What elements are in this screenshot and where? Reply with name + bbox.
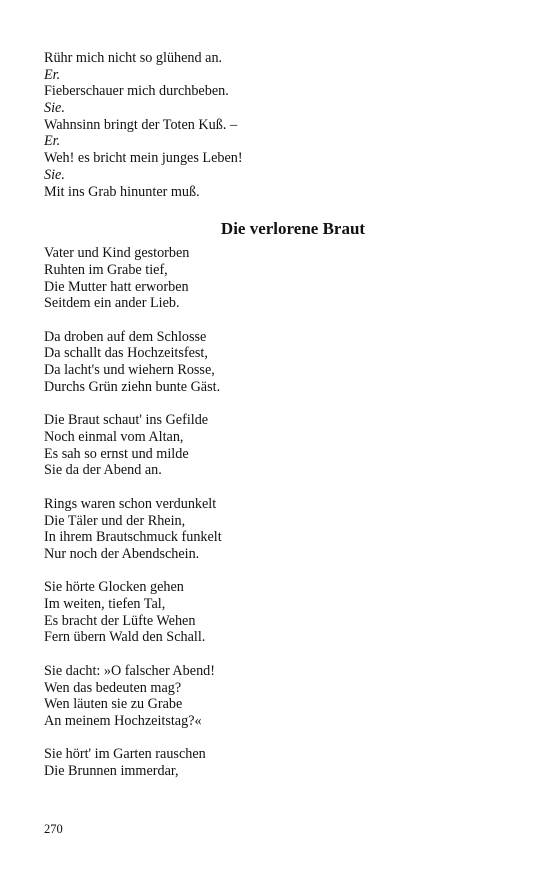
verse-line: Wahnsinn bringt der Toten Kuß. – bbox=[44, 116, 238, 133]
speaker-label: Sie. bbox=[44, 100, 65, 117]
verse-line: Fern übern Wald den Schall. bbox=[44, 629, 206, 646]
verse-line: Fieberschauer mich durchbeben. bbox=[44, 83, 229, 100]
verse-line: Wen läuten sie zu Grabe bbox=[44, 696, 183, 713]
verse-line: Seitdem ein ander Lieb. bbox=[44, 295, 180, 312]
verse-line: Wen das bedeuten mag? bbox=[44, 679, 182, 696]
verse-line: Ruhten im Grabe tief, bbox=[44, 261, 168, 278]
previous-poem-ending bbox=[44, 50, 514, 200]
page-text bbox=[44, 50, 514, 797]
verse-line: Die Braut schaut' ins Gefilde bbox=[44, 412, 209, 429]
stanza-1 bbox=[44, 245, 514, 312]
verse-line: In ihrem Brautschmuck funkelt bbox=[44, 529, 222, 546]
verse-line: Rings waren schon verdunkelt bbox=[44, 495, 217, 512]
verse-line: Sie hört' im Garten rauschen bbox=[44, 746, 206, 763]
verse-line: Im weiten, tiefen Tal, bbox=[44, 596, 166, 613]
stanza-4 bbox=[44, 496, 514, 563]
verse-line: Nur noch der Abendschein. bbox=[44, 545, 200, 562]
verse-line: Da lacht's und wiehern Rosse, bbox=[44, 362, 215, 379]
speaker-label: Er. bbox=[44, 66, 61, 83]
stanza-6 bbox=[44, 663, 514, 730]
page-number: 270 bbox=[44, 822, 63, 836]
verse-line: Mit ins Grab hinunter muß. bbox=[44, 183, 200, 200]
verse-line: Da schallt das Hochzeitsfest, bbox=[44, 345, 208, 362]
stanza-3 bbox=[44, 412, 514, 479]
speaker-label: Sie. bbox=[44, 166, 65, 183]
verse-line: Vater und Kind gestorben bbox=[44, 245, 190, 262]
verse-line: Die Brunnen immerdar, bbox=[44, 763, 179, 780]
verse-line: Weh! es bricht mein junges Leben! bbox=[44, 150, 243, 167]
poem-title: Die verlorene Braut bbox=[220, 219, 366, 239]
verse-line: Die Täler und der Rhein, bbox=[44, 512, 186, 529]
verse-line: Sie da der Abend an. bbox=[44, 462, 162, 479]
verse-line: Es sah so ernst und milde bbox=[44, 445, 189, 462]
verse-line: Sie hörte Glocken gehen bbox=[44, 579, 184, 596]
verse-line: Es bracht der Lüfte Wehen bbox=[44, 612, 196, 629]
stanza-2 bbox=[44, 329, 514, 396]
verse-line: Durchs Grün ziehn bunte Gäst. bbox=[44, 378, 221, 395]
verse-line: Da droben auf dem Schlosse bbox=[44, 328, 207, 345]
verse-line: Noch einmal vom Altan, bbox=[44, 428, 184, 445]
verse-line: Rühr mich nicht so glühend an. bbox=[44, 50, 223, 66]
verse-line: Die Mutter hatt erworben bbox=[44, 278, 189, 295]
verse-line: Sie dacht: »O falscher Abend! bbox=[44, 662, 215, 679]
stanza-5 bbox=[44, 579, 514, 646]
speaker-label: Er. bbox=[44, 133, 61, 150]
verse-line: An meinem Hochzeitstag?« bbox=[44, 712, 202, 729]
stanza-7 bbox=[44, 746, 514, 779]
